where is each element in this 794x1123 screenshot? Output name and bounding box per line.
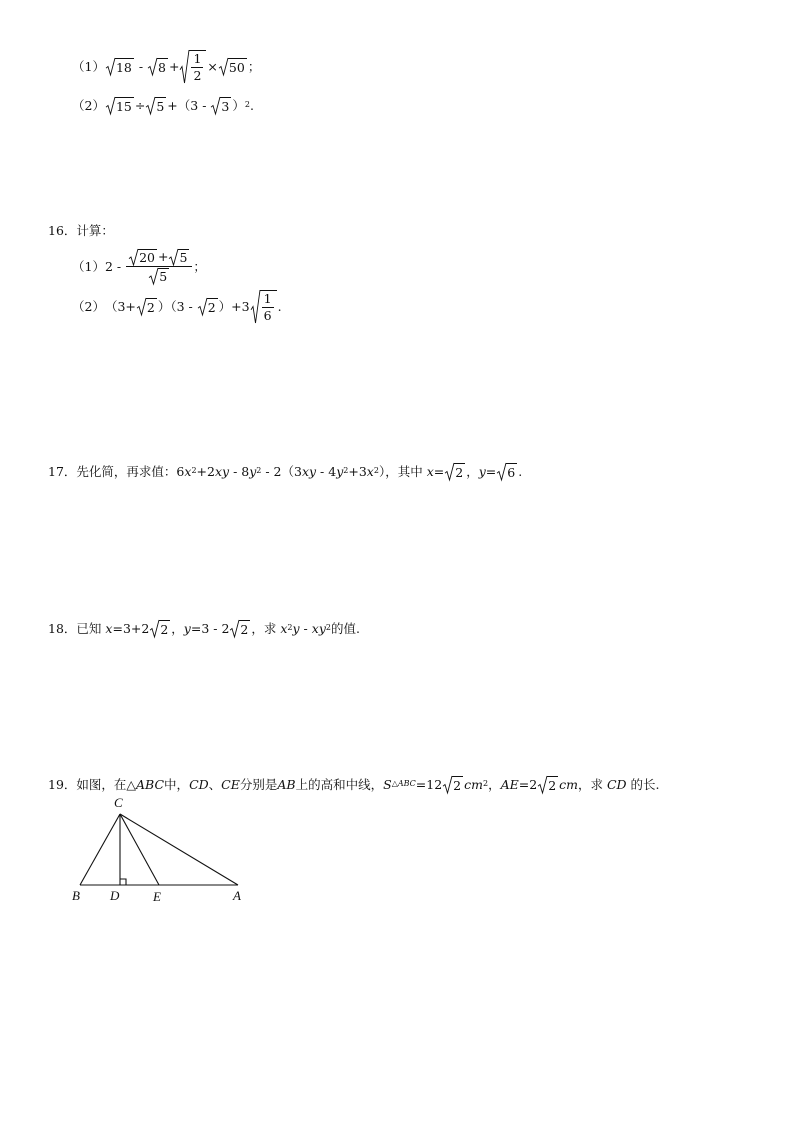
- problem-number: 18．: [48, 621, 77, 636]
- fraction: $\frac{1}{2}$: [193, 50, 202, 83]
- sqrt-2: 2: [150, 620, 170, 637]
- vertex-label-c: C: [114, 795, 123, 810]
- part-label: （2）: [72, 98, 105, 113]
- segment-ce: [120, 814, 159, 885]
- right-angle-mark: [120, 879, 126, 885]
- problem-number: 16．: [48, 223, 77, 238]
- sqrt-5: 5: [149, 268, 169, 284]
- sqrt-2: 2: [137, 298, 157, 315]
- vertex-label-e: E: [153, 889, 161, 904]
- sqrt-5: 5: [146, 97, 166, 114]
- problem-17: 17． 先化简，再求值： 6 x 2 +2 xy - 8 y 2 - 2（3 xy - 4 y 2 +3 x 2 ），其中 x = 2 ， y = 6 .: [48, 463, 523, 480]
- sqrt-50: 50: [219, 58, 247, 75]
- sqrt-5: 5: [169, 249, 189, 265]
- vertex-label-d: D: [110, 888, 120, 903]
- sqrt-2: 2: [538, 776, 558, 793]
- sqrt-2: 2: [230, 620, 250, 637]
- problem-title: 计算：: [76, 223, 114, 238]
- sqrt-15: 15: [106, 97, 134, 114]
- sqrt-8: 8: [148, 58, 168, 75]
- sqrt-one-half: [180, 50, 206, 83]
- sqrt-2: 2: [198, 298, 218, 315]
- problem-18: 18． 已知 x = 3+2 2 ， y = 3 - 2 2 ，求 x 2 y - x y 2 的值.: [48, 620, 360, 637]
- segment-bc: [80, 814, 120, 885]
- triangle-figure: [66, 790, 256, 910]
- sqrt-6: 6: [497, 463, 517, 480]
- problem-16-part-2: （2） （3+ 2 ）（3 - 2 ）+3 $\frac{1}{6}$ .: [72, 290, 282, 323]
- vertex-label-b: B: [72, 888, 80, 903]
- problem-15-part-1: （1） 18 - 8 + $\frac{1}{2}$ × 50 ；: [72, 50, 261, 83]
- segment-ca: [120, 814, 238, 885]
- sqrt-2: 2: [445, 463, 465, 480]
- problem-number: 17．: [48, 464, 77, 479]
- fraction: $\frac{1}{6}$: [263, 290, 272, 323]
- problem-16-header: [48, 221, 114, 239]
- sqrt-3: 3: [211, 97, 231, 114]
- part-label: （1）: [72, 59, 105, 74]
- sqrt-20: 20: [129, 249, 157, 265]
- sqrt-one-sixth: [251, 290, 277, 323]
- problem-16-part-1: （1） 2 - 20 + 5 5 ；: [72, 248, 206, 284]
- sqrt-18: 18: [106, 58, 134, 75]
- problem-number: 19．: [48, 777, 77, 792]
- problem-19: 19． 如图，在△ ABC 中， CD 、 CE 分别是 AB 上的高和中线， S △ABC =12 2 cm 2 ， AE =2 2 cm ，求 CD 的长.: [48, 776, 660, 793]
- triangle-abc-diagram: [66, 790, 256, 910]
- sqrt-2: 2: [443, 776, 463, 793]
- problem-15-part-2: （2） 15 ÷ 5 +（3 - 3 ） 2 .: [72, 97, 254, 114]
- vertex-label-a: A: [233, 888, 241, 903]
- fraction-sqrt20-plus-sqrt5-over-sqrt5: 20 + 5 5: [126, 249, 192, 284]
- part-label: （2）: [72, 299, 105, 314]
- part-label: （1）: [72, 259, 105, 274]
